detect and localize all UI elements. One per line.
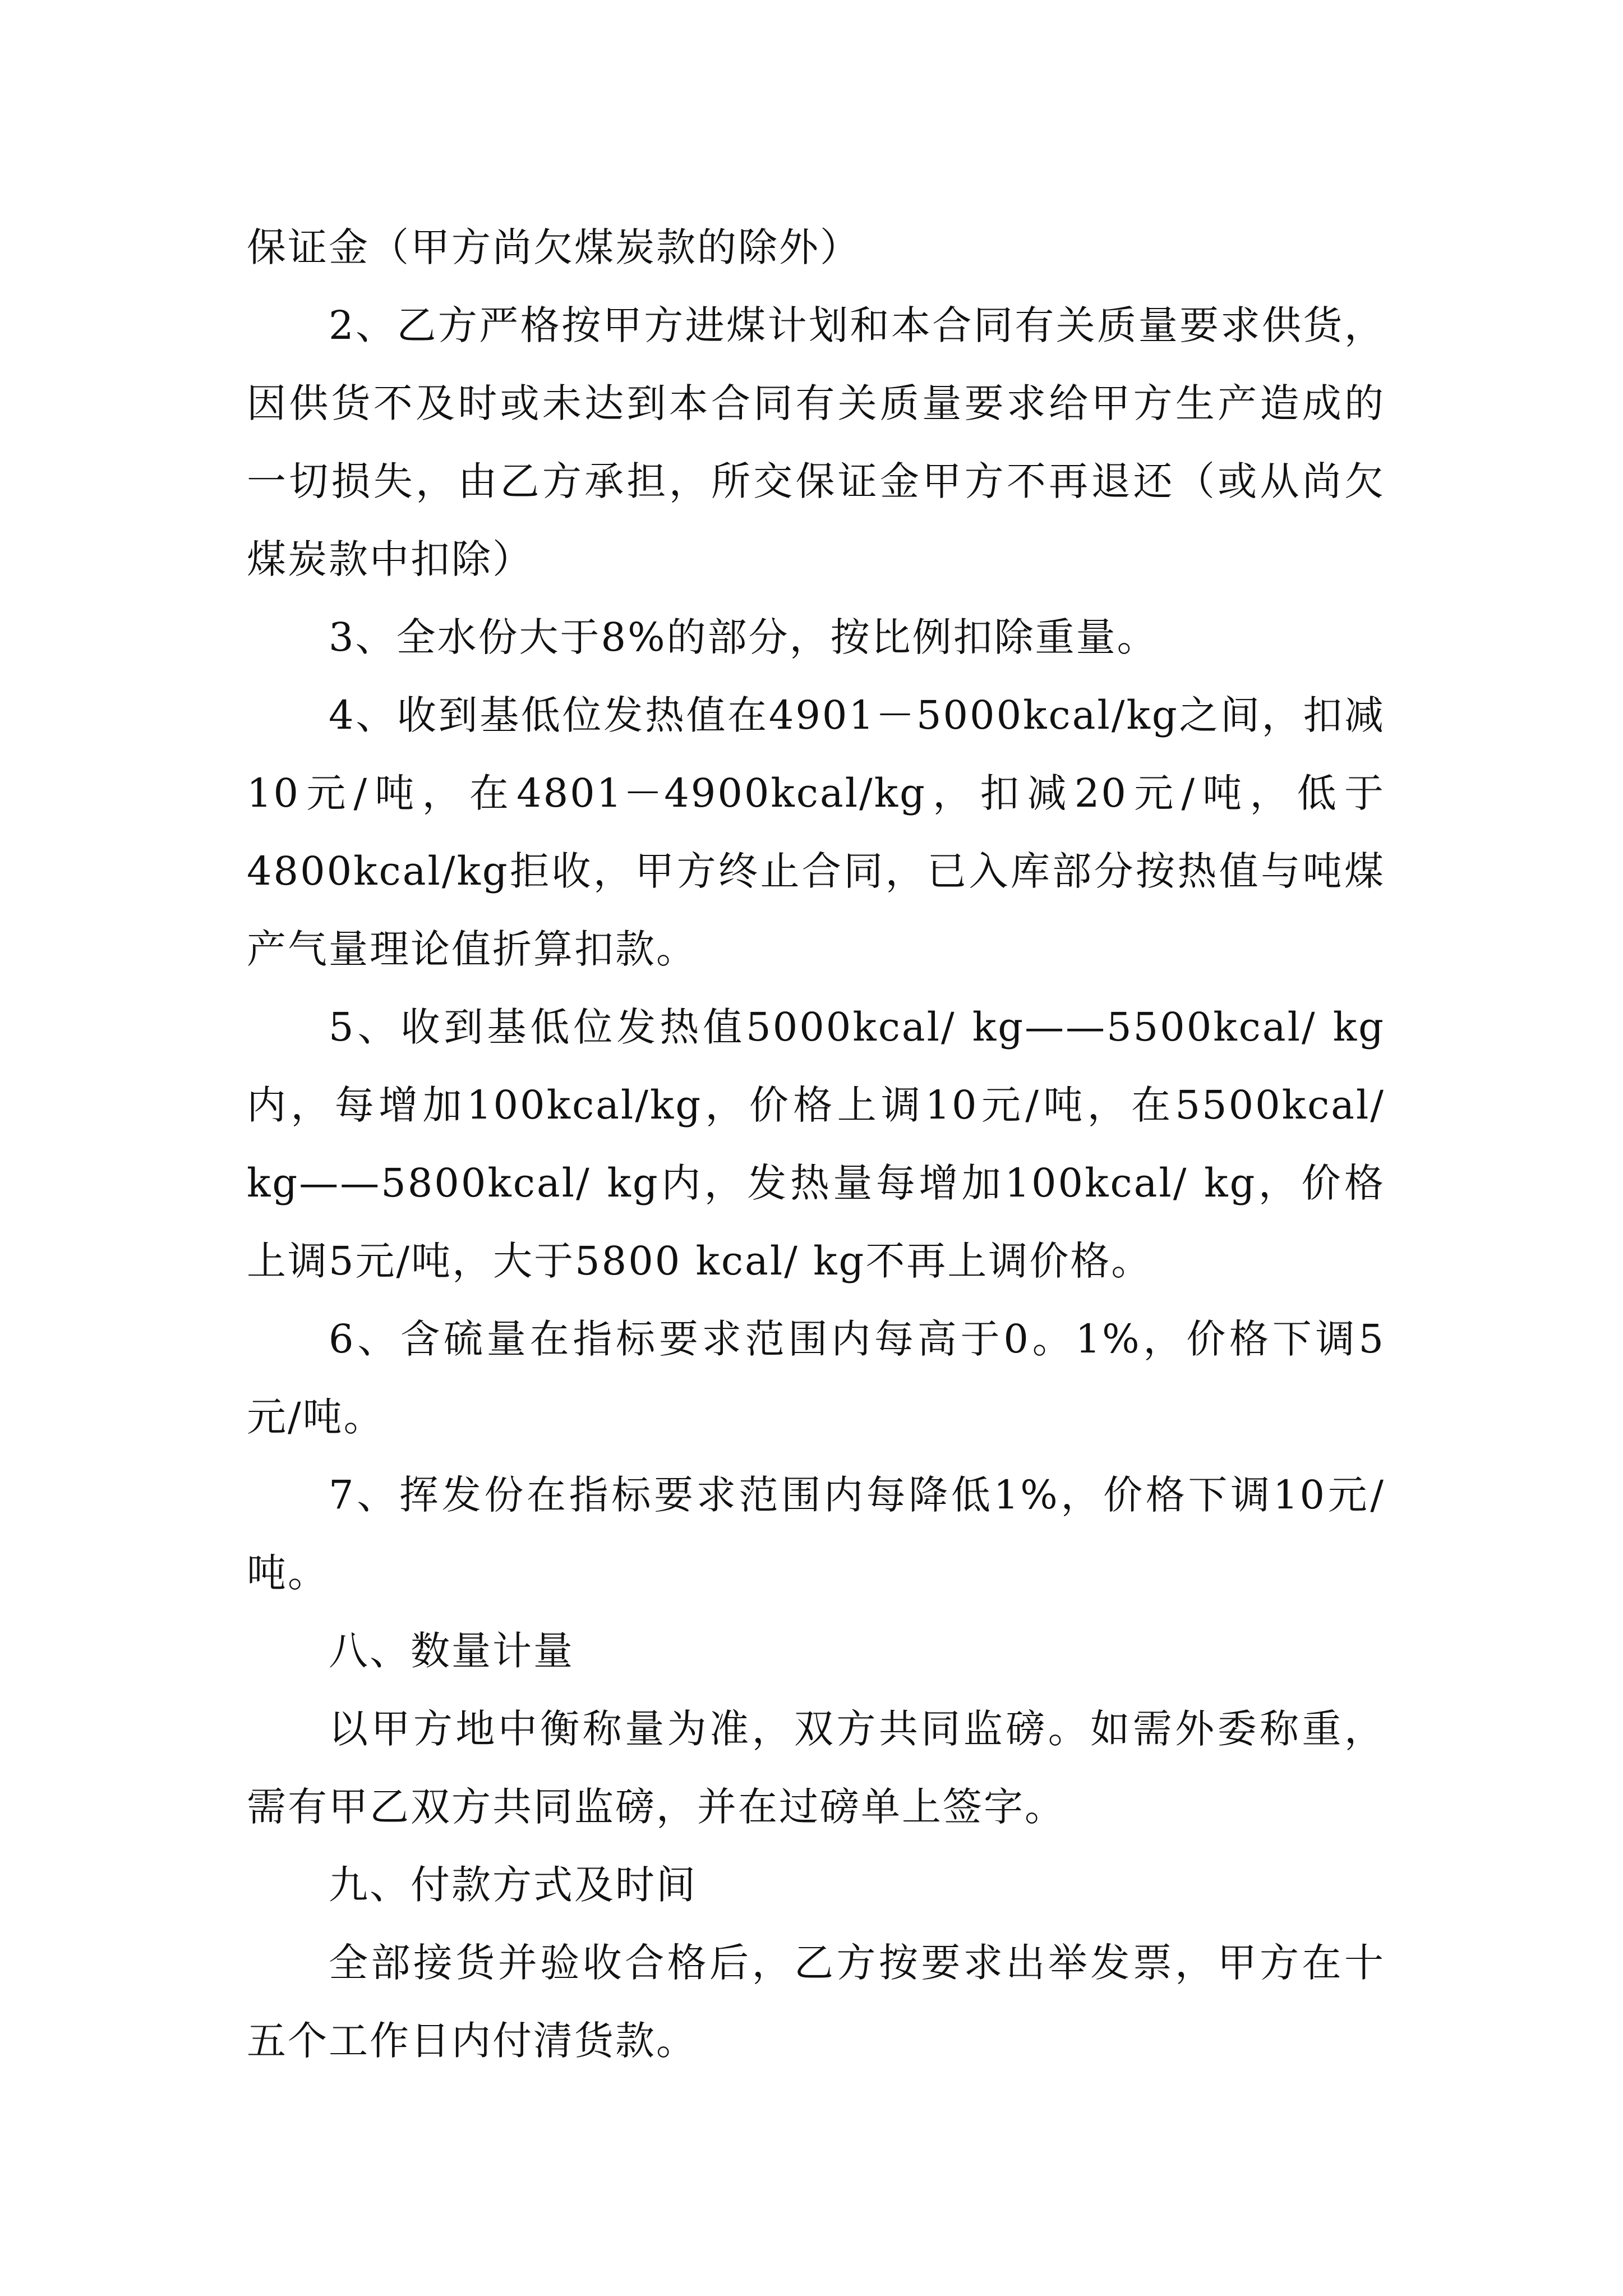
section-heading-quantity: 八、数量计量 — [329, 1628, 574, 1674]
clause-3-moisture: 3、全水份大于8%的部分，按比例扣除重量。 — [329, 614, 1158, 660]
paragraph-quantity-measurement: 以甲方地中衡称量为准，双方共同监磅。如需外委称重，需有甲乙双方共同监磅，并在过磅单上签字。 — [247, 1706, 1385, 1830]
clause-5-calorific-bonus: 5、收到基低位发热值5000kcal/ kg——5500kcal/ kg内，每增加100kcal/kg，价格上调10元/吨，在5500kcal/ kg——5800kcal/ kg内，发热量每增加100kcal/ kg，价格上调5元/吨，大于5800 kcal/ kg不再上调价格。 — [247, 1004, 1385, 1284]
clause-6-sulfur: 6、含硫量在指标要求范围内每高于0。1%，价格下调5元/吨。 — [247, 1316, 1385, 1440]
clause-2-supply-quality: 2、乙方严格按甲方进煤计划和本合同有关质量要求供货，因供货不及时或未达到本合同有关质量要求给甲方生产造成的一切损失，由乙方承担，所交保证金甲方不再退还（或从尚欠煤炭款中扣除） — [247, 302, 1385, 582]
section-heading-payment: 九、付款方式及时间 — [329, 1862, 697, 1908]
clause-4-calorific-deduction: 4、收到基低位发热值在4901－5000kcal/kg之间，扣减10元/吨，在4801－4900kcal/kg，扣减20元/吨，低于4800kcal/kg拒收，甲方终止合同，已入库部分按热值与吨煤产气量理论值折算扣款。 — [247, 692, 1385, 972]
paragraph-deposit-continuation: 保证金（甲方尚欠煤炭款的除外） — [247, 224, 861, 270]
document-body — [247, 209, 1385, 2080]
paragraph-payment-terms: 全部接货并验收合格后，乙方按要求出举发票，甲方在十五个工作日内付清货款。 — [247, 1940, 1385, 2064]
clause-7-volatile: 7、挥发份在指标要求范围内每降低1%，价格下调10元/吨。 — [247, 1472, 1385, 1596]
